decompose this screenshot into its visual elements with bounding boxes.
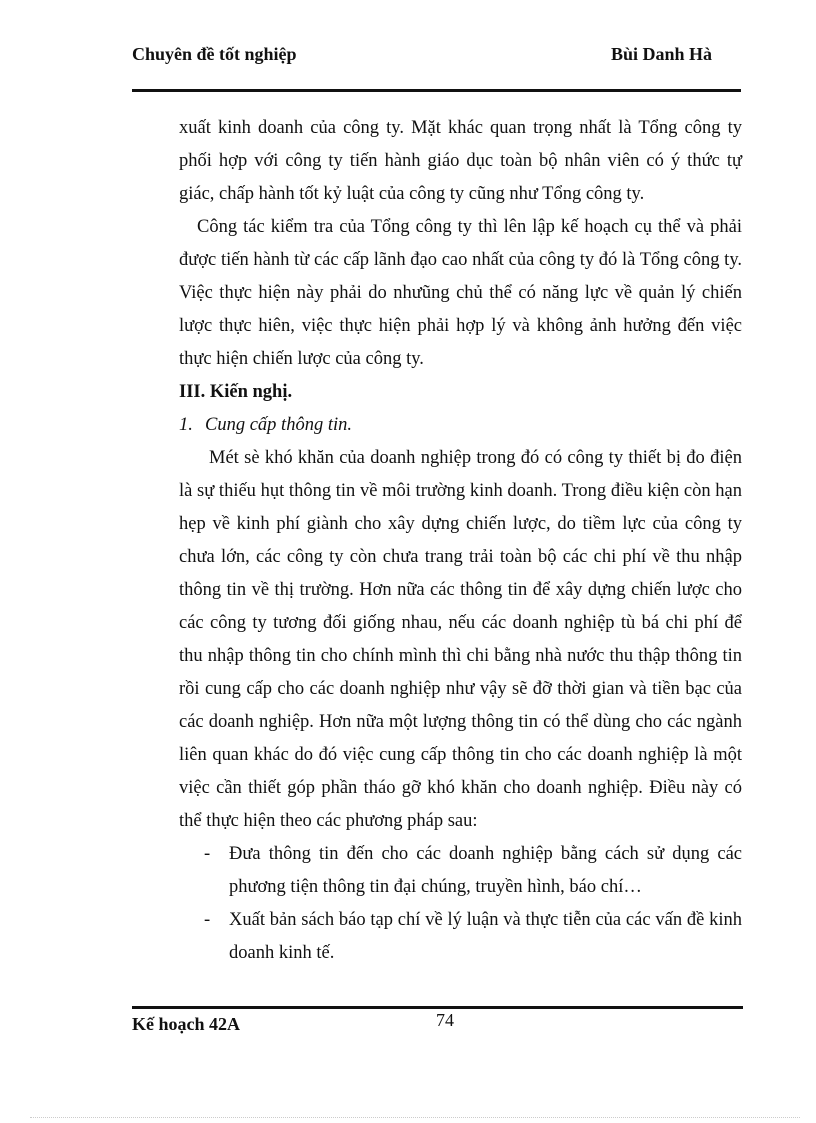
list-item-text: Đưa thông tin đến cho các doanh nghiệp bằng cách sử dụng các phương tiện thông tin đại chúng, truyền hình, báo chí… — [229, 844, 742, 897]
subsection-heading — [179, 409, 742, 442]
document-body — [179, 112, 742, 970]
paragraph-continuation: xuất kinh doanh của công ty. Mặt khác quan trọng nhất là Tổng công ty phối hợp với công ty tiến hành giáo dục toàn bộ nhân viên có ý thức tự giác, chấp hành tốt kỷ luật của công ty cũng như Tổng công ty. — [179, 118, 742, 204]
header-divider — [132, 89, 741, 92]
page-number: 74 — [436, 1010, 454, 1030]
list-item — [179, 838, 742, 904]
footer-label: Kế hoạch 42A — [132, 1014, 240, 1034]
list-item — [179, 904, 742, 970]
paragraph-inspection: Công tác kiểm tra của Tổng công ty thì lên lập kế hoạch cụ thể và phải được tiến hành từ các cấp lãnh đạo cao nhất của công ty đó là Tổng công ty. Việc thực hiện này phải do nhưũng chủ thể có năng lực về quản lý chiến lược thực hiên, việc thực hiện phải hợp lý và không ảnh hưởng đến việc thực hiện chiến lược của công ty. — [179, 217, 742, 369]
page-bottom-dotted-line — [30, 1117, 800, 1118]
bullet-dash: - — [204, 844, 211, 864]
bullet-dash: - — [204, 910, 211, 930]
subsection-number: 1. — [179, 415, 193, 435]
section-heading: III. Kiến nghị. — [179, 382, 293, 402]
footer-divider — [132, 1006, 743, 1009]
list-item-text: Xuất bản sách báo tạp chí về lý luận và thực tiễn của các vấn đề kinh doanh kinh tế. — [229, 910, 742, 963]
header-author: Bùi Danh Hà — [610, 44, 712, 64]
paragraph-information: Mét sè khó khăn của doanh nghiệp trong đó có công ty thiết bị đo điện là sự thiếu hụt thông tin về môi trường kinh doanh. Trong điều kiện còn hạn hẹp về kinh phí giành cho xây dựng chiến lược, do tiềm lực của công ty chưa lớn, các công ty còn chưa trang trải toàn bộ các chi phí về thu nhập thông tin về thị trường. Hơn nữa các thông tin để xây dựng chiến lược cho các công ty tương đối giống nhau, nếu các doanh nghiệp tù bá chi phí để thu nhập thông tin cho chính mình thì chi bằng nhà nước thu thập thông tin rồi cung cấp cho các doanh nghiệp như vậy sẽ đỡ thời gian và tiền bạc của các doanh nghiệp. Hơn nữa một lượng thông tin có thể dùng cho các ngành liên quan khác do đó việc cung cấp thông tin cho các doanh nghiệp là một việc cần thiết góp phần tháo gỡ khó khăn cho doanh nghiệp. Điều này có thể thực hiện theo các phương pháp sau: — [179, 448, 742, 831]
header-title: Chuyên đề tốt nghiệp — [132, 44, 297, 64]
subsection-title: Cung cấp thông tin. — [205, 415, 352, 435]
